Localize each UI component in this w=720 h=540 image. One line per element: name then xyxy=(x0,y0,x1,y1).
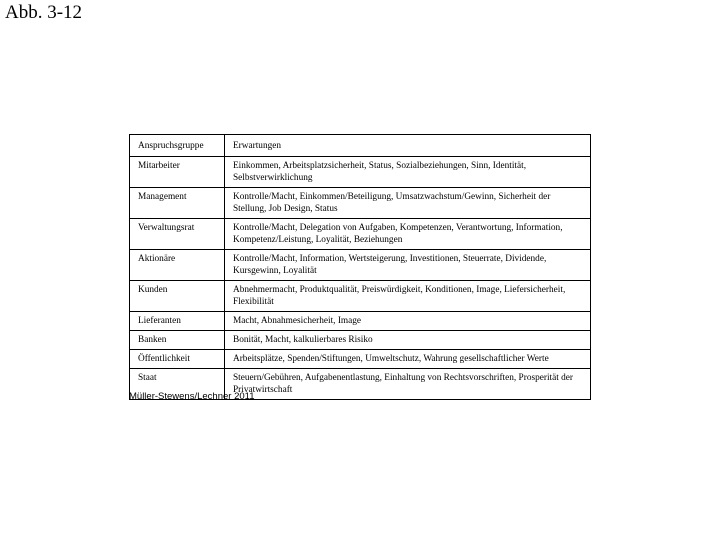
table-row xyxy=(130,157,591,188)
table-row xyxy=(130,312,591,331)
table-row xyxy=(130,350,591,369)
table-header-row xyxy=(130,135,591,157)
stakeholder-expectations: Kontrolle/Macht, Information, Wertsteigerung, Investitionen, Steuerrate, Dividende, Kursgewinn, Loyalität xyxy=(225,250,591,281)
stakeholder-group: Mitarbeiter xyxy=(130,157,225,188)
stakeholder-group: Banken xyxy=(130,331,225,350)
stakeholder-expectations: Arbeitsplätze, Spenden/Stiftungen, Umweltschutz, Wahrung gesellschaftlicher Werte xyxy=(225,350,591,369)
header-expectations: Erwartungen xyxy=(225,135,591,157)
stakeholder-table xyxy=(129,134,591,400)
stakeholder-group: Staat xyxy=(130,369,225,400)
table-row xyxy=(130,250,591,281)
stakeholder-group: Aktionäre xyxy=(130,250,225,281)
table-row xyxy=(130,219,591,250)
table-row xyxy=(130,188,591,219)
stakeholder-expectations: Kontrolle/Macht, Delegation von Aufgaben, Kompetenzen, Verantwortung, Information, Kompetenz/Leistung, Loyalität, Beziehungen xyxy=(225,219,591,250)
table-row xyxy=(130,281,591,312)
stakeholder-expectations: Kontrolle/Macht, Einkommen/Beteiligung, Umsatzwachstum/Gewinn, Sicherheit der Stellung, Job Design, Status xyxy=(225,188,591,219)
stakeholder-expectations: Macht, Abnahmesicherheit, Image xyxy=(225,312,591,331)
stakeholder-group: Öffentlichkeit xyxy=(130,350,225,369)
header-group: Anspruchsgruppe xyxy=(130,135,225,157)
slide-title: Abb. 3-12 xyxy=(5,2,83,23)
source-citation: Müller-Stewens/Lechner 2011 xyxy=(129,391,255,402)
stakeholder-group: Lieferanten xyxy=(130,312,225,331)
stakeholder-expectations: Einkommen, Arbeitsplatzsicherheit, Status, Sozialbeziehungen, Sinn, Identität, Selbstverwirklichung xyxy=(225,157,591,188)
stakeholder-group: Kunden xyxy=(130,281,225,312)
stakeholder-group: Management xyxy=(130,188,225,219)
stakeholder-expectations: Steuern/Gebühren, Aufgabenentlastung, Einhaltung von Rechtsvorschriften, Prosperität der Privatwirtschaft xyxy=(225,369,591,400)
stakeholder-expectations: Abnehmermacht, Produktqualität, Preiswürdigkeit, Konditionen, Image, Liefersicherheit, Flexibilität xyxy=(225,281,591,312)
stakeholder-group: Verwaltungsrat xyxy=(130,219,225,250)
table-row xyxy=(130,331,591,350)
stakeholder-expectations: Bonität, Macht, kalkulierbares Risiko xyxy=(225,331,591,350)
